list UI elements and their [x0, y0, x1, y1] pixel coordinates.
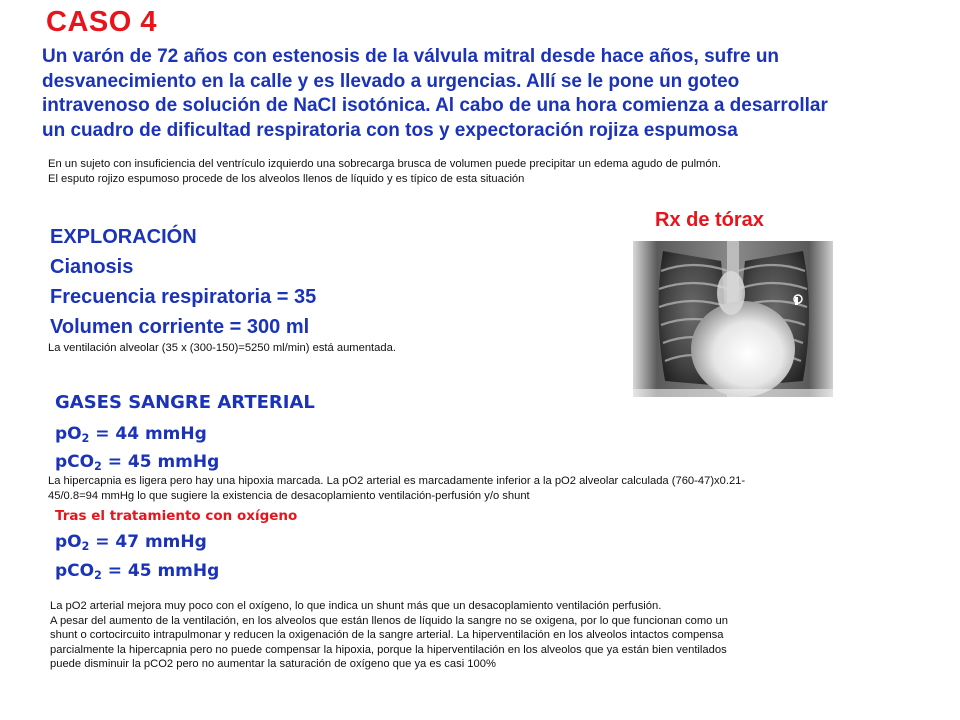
exploration-item-respiratory-rate: Frecuencia respiratoria = 35: [50, 286, 317, 308]
note-line: puede disminuir la pCO2 pero no aumentar la saturación de oxígeno que ya es casi 100%: [50, 658, 496, 670]
note-line: A pesar del aumento de la ventilación, en los alveolos que están llenos de líquido la sangre no se oxigena, por lo que funcionan como un: [50, 614, 728, 627]
pco2-subscript: 2: [94, 459, 102, 473]
note-ventilation: La ventilación alveolar (35 x (300-150)=5250 ml/min) está aumentada.: [48, 342, 396, 354]
note-line: parcialmente la hipercapnia pero no puede compensar la hipoxia, porque la hiperventilación en los alveolos que ya están bien ventilados: [50, 643, 727, 656]
note-line: La pO2 arterial mejora muy poco con el oxígeno, lo que indica un shunt más que un desacoplamiento ventilación perfusión.: [50, 600, 662, 612]
po2-after-value: [55, 532, 207, 553]
note-line: 45/0.8=94 mmHg lo que sugiere la existencia de desacoplamiento ventilación-perfusión y/o shunt: [48, 489, 530, 502]
note-pulmonary-edema: [48, 157, 908, 186]
po2-subscript: 2: [81, 539, 90, 553]
po2-subscript: 2: [81, 431, 90, 445]
chest-xray-image: [633, 241, 833, 397]
po2-amount: = 44 mmHg: [89, 424, 207, 444]
note-line: En un sujeto con insuficiencia del ventrículo izquierdo una sobrecarga brusca de volumen puede precipitar un edema agudo de pulmón.: [48, 158, 721, 170]
pco2-after-value: [55, 561, 219, 582]
case-description-line: un cuadro de dificultad respiratoria con tos y expectoración rojiza espumosa: [42, 119, 738, 141]
exploration-heading: EXPLORACIÓN: [50, 226, 197, 248]
pco2-label: pCO: [55, 452, 95, 472]
case-title: CASO 4: [46, 6, 157, 38]
case-description-line: intravenoso de solución de NaCl isotónica. Al cabo de una hora comienza a desarrollar: [42, 95, 828, 116]
pco2-amount: = 45 mmHg: [101, 561, 220, 581]
pco2-amount: = 45 mmHg: [101, 452, 220, 472]
after-oxygen-heading: Tras el tratamiento con oxígeno: [55, 508, 298, 524]
case-description: [42, 45, 937, 143]
note-shunt-explanation: [50, 599, 880, 672]
case-description-line: desvanecimiento en la calle y es llevado a urgencias. Allí se le pone un goteo: [42, 70, 740, 92]
pco2-label: pCO: [55, 561, 95, 581]
pco2-subscript: 2: [94, 568, 102, 582]
blood-gas-heading: GASES SANGRE ARTERIAL: [55, 392, 315, 413]
po2-amount: = 47 mmHg: [89, 532, 207, 552]
pco2-value: [55, 452, 219, 473]
exploration-item-tidal-volume: Volumen corriente = 300 ml: [50, 316, 310, 338]
po2-label: pO: [55, 532, 82, 552]
po2-label: pO: [55, 424, 82, 444]
case-description-line: Un varón de 72 años con estenosis de la válvula mitral desde hace años, sufre un: [42, 46, 780, 67]
exploration-section: [50, 222, 316, 342]
xray-title: Rx de tórax: [655, 209, 764, 231]
note-hypoxia: [48, 474, 898, 503]
note-line: El esputo rojizo espumoso procede de los alveolos llenos de líquido y es típico de esta situación: [48, 172, 525, 185]
po2-value: [55, 424, 207, 445]
exploration-item-cyanosis: Cianosis: [50, 256, 134, 278]
note-line: La hipercapnia es ligera pero hay una hipoxia marcada. La pO2 arterial es marcadamente inferior a la pO2 alveolar calculada (760-47)x0.21-: [48, 475, 746, 487]
note-line: shunt o cortocircuito intrapulmonar y reducen la oxigenación de la sangre arterial. La hiperventilación en los alveolos intactos compensa: [50, 629, 724, 641]
